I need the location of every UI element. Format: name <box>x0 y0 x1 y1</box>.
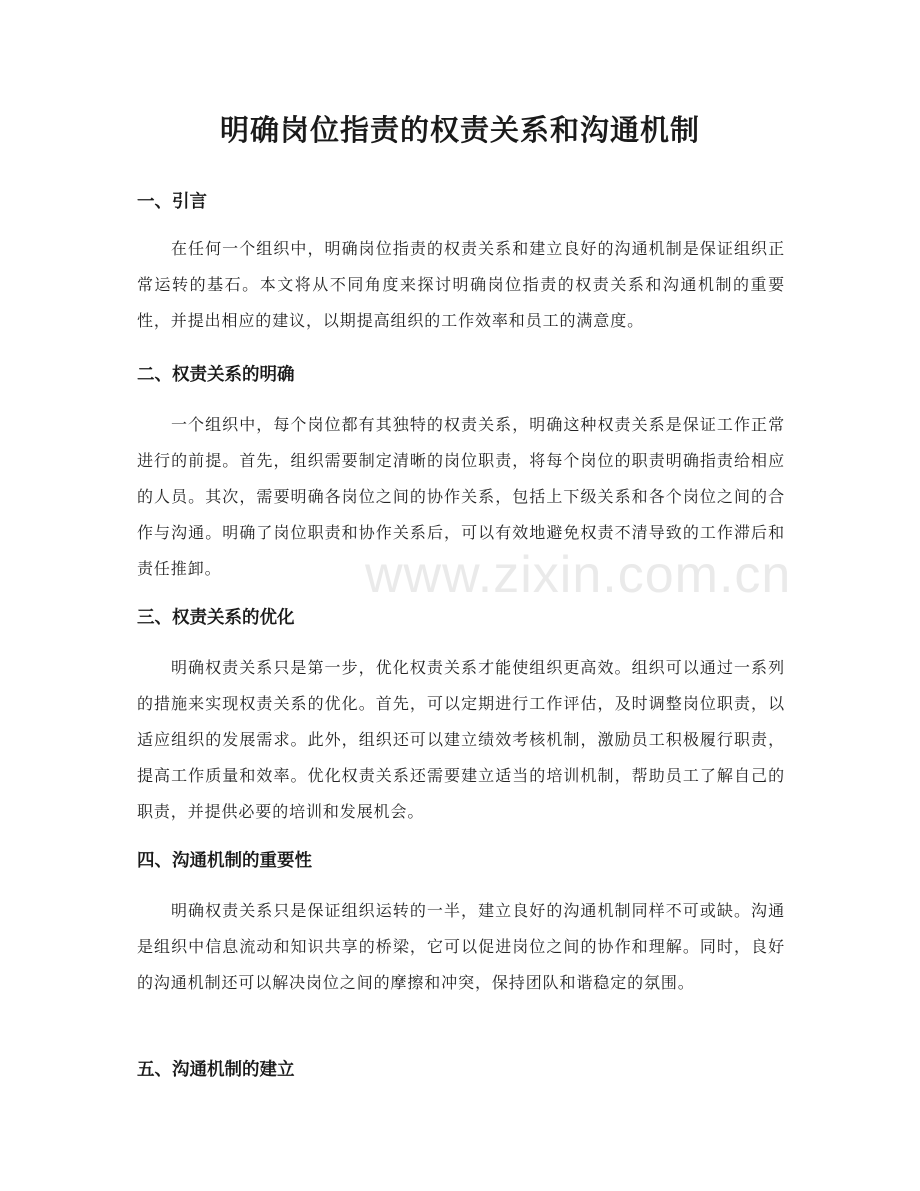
section-heading-communication-importance: 四、沟通机制的重要性 <box>137 851 312 871</box>
section-paragraph-clarify-responsibilities: 一个组织中，每个岗位都有其独特的权责关系，明确这种权责关系是保证工作正常进行的前提。首先，组织需要制定清晰的岗位职责，将每个岗位的职责明确指责给相应的人员。其次，需要明确各岗位之间的协作关系，包括上下级关系和各个岗位之间的合作与沟通。明确了岗位职责和协作关系后，可以有效地避免权责不清导致的工作滞后和责任推卸。 <box>137 415 785 578</box>
document-title: 明确岗位指责的权责关系和沟通机制 <box>219 113 700 147</box>
section-heading-introduction: 一、引言 <box>137 192 207 212</box>
section-heading-clarify-responsibilities: 二、权责关系的明确 <box>137 365 295 385</box>
section-heading-optimize-responsibilities: 三、权责关系的优化 <box>137 608 295 628</box>
watermark-text: www.zixin.com.cn <box>365 546 792 604</box>
section-paragraph-optimize-responsibilities: 明确权责关系只是第一步，优化权责关系才能使组织更高效。组织可以通过一系列的措施来实现权责关系的优化。首先，可以定期进行工作评估，及时调整岗位职责，以适应组织的发展需求。此外，组织还可以建立绩效考核机制，激励员工积极履行职责，提高工作质量和效率。优化权责关系还需要建立适当的培训机制，帮助员工了解自己的职责，并提供必要的培训和发展机会。 <box>137 658 785 821</box>
section-paragraph-introduction: 在任何一个组织中，明确岗位指责的权责关系和建立良好的沟通机制是保证组织正常运转的基石。本文将从不同角度来探讨明确岗位指责的权责关系和沟通机制的重要性，并提出相应的建议，以期提高组织的工作效率和员工的满意度。 <box>137 239 785 330</box>
section-heading-communication-establishment: 五、沟通机制的建立 <box>137 1060 295 1080</box>
section-paragraph-communication-importance: 明确权责关系只是保证组织运转的一半，建立良好的沟通机制同样不可或缺。沟通是组织中信息流动和知识共享的桥梁，它可以促进岗位之间的协作和理解。同时，良好的沟通机制还可以解决岗位之间的摩擦和冲突，保持团队和谐稳定的氛围。 <box>137 901 785 992</box>
